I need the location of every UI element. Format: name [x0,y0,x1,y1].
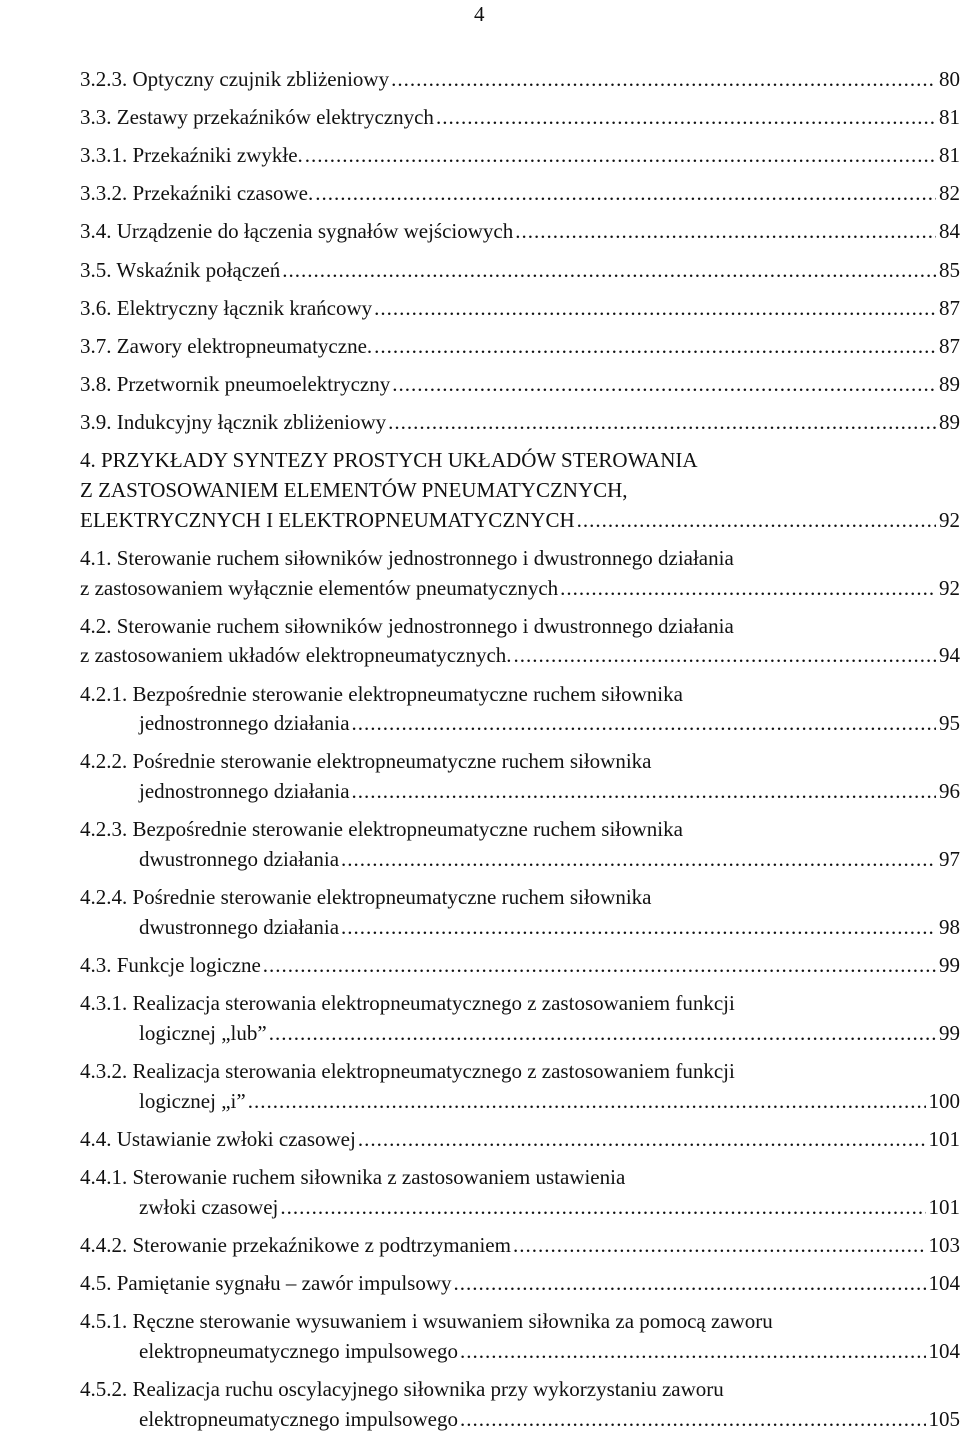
toc-entry-title: zwłoki czasowej [139,1194,278,1220]
toc-page-number: 80 [938,66,960,92]
toc-entry-title: 4.2. Sterowanie ruchem siłowników jednostronnego i dwustronnego działania [80,613,734,639]
toc-page-number: 89 [938,371,960,397]
toc-page-number: 84 [938,218,960,244]
toc-page-number: 104 [928,1270,960,1296]
toc-page-number: 89 [938,409,960,435]
toc-entry-title: logicznej „lub” [139,1020,267,1046]
toc-entry-title: z zastosowaniem wyłącznie elementów pneumatycznych [80,575,558,601]
toc-entry-title: 4.5.1. Ręczne sterowanie wysuwaniem i wsuwaniem siłownika za pomocą zaworu [80,1308,773,1334]
toc-entry-title: dwustronnego działania [139,914,339,940]
toc-page-number: 87 [938,333,960,359]
toc-entry-title: elektropneumatycznego impulsowego [139,1338,458,1364]
toc-page-number: 104 [928,1338,960,1364]
toc-entry-title: 4.2.4. Pośrednie sterowanie elektropneumatyczne ruchem siłownika [80,884,652,910]
dot-leader [515,218,936,244]
toc-page-number: 87 [938,295,960,321]
dot-leader [263,952,936,978]
dot-leader [514,642,936,668]
dot-leader [282,257,936,283]
toc-entry-title: z zastosowaniem układów elektropneumatycznych. [80,642,512,668]
toc-entry-title: 4. PRZYKŁADY SYNTEZY PROSTYCH UKŁADÓW STEROWANIA [80,447,698,473]
dot-leader [454,1270,926,1296]
toc-entry-title: 4.3. Funkcje logiczne [80,952,261,978]
toc-page-number: 92 [938,507,960,533]
toc-entry-title: 4.5.2. Realizacja ruchu oscylacyjnego siłownika przy wykorzystaniu zaworu [80,1376,724,1402]
toc-entry-title: 4.3.1. Realizacja sterowania elektropneumatycznego z zastosowaniem funkcji [80,990,735,1016]
toc-entry-title: 3.6. Elektryczny łącznik krańcowy [80,295,372,321]
dot-leader [560,575,936,601]
toc-page-number: 99 [938,952,960,978]
dot-leader [352,710,936,736]
toc-entry-title: 3.5. Wskaźnik połączeń [80,257,280,283]
toc-page-number: 95 [938,710,960,736]
toc-entry-title: 3.3.1. Przekaźniki zwykłe. [80,142,303,168]
toc-page-number: 81 [938,142,960,168]
dot-leader [374,295,936,321]
toc-page-number: 81 [938,104,960,130]
toc-entry-title: 3.8. Przetwornik pneumoelektryczny [80,371,390,397]
toc-page-number: 97 [938,846,960,872]
toc-entry-title: 3.3. Zestawy przekaźników elektrycznych [80,104,434,130]
toc-page-number: 94 [938,642,960,668]
toc-entry-title: jednostronnego działania [139,710,350,736]
dot-leader [341,914,936,940]
toc-entry-title: Z ZASTOSOWANIEM ELEMENTÓW PNEUMATYCZNYCH, [80,477,628,503]
toc-entry-title: 3.2.3. Optyczny czujnik zbliżeniowy [80,66,389,92]
dot-leader [577,507,936,533]
toc-entry-title: dwustronnego działania [139,846,339,872]
toc-page-number: 101 [928,1194,960,1220]
dot-leader [391,66,936,92]
toc-entry-title: elektropneumatycznego impulsowego [139,1406,458,1432]
dot-leader [315,180,936,206]
toc-entry-title: 4.2.1. Bezpośrednie sterowanie elektropneumatyczne ruchem siłownika [80,681,683,707]
toc-page-number: 85 [938,257,960,283]
dot-leader [280,1194,925,1220]
toc-entry-title: 4.4. Ustawianie zwłoki czasowej [80,1126,356,1152]
toc-page-number: 105 [928,1406,960,1432]
dot-leader [341,846,936,872]
dot-leader [352,778,936,804]
toc-page-number: 92 [938,575,960,601]
toc-entry-title: jednostronnego działania [139,778,350,804]
toc-page-number: 96 [938,778,960,804]
toc-entry-title: 3.3.2. Przekaźniki czasowe. [80,180,313,206]
toc-entry-title: 4.4.1. Sterowanie ruchem siłownika z zastosowaniem ustawienia [80,1164,625,1190]
toc-page-number: 99 [938,1020,960,1046]
dot-leader [248,1088,926,1114]
toc-page-number: 98 [938,914,960,940]
dot-leader [460,1406,926,1432]
toc-page-number: 82 [938,180,960,206]
dot-leader [305,142,936,168]
toc-page-number: 103 [928,1232,960,1258]
dot-leader [269,1020,936,1046]
dot-leader [374,333,936,359]
toc-page-number: 100 [928,1088,960,1114]
page-number: 4 [474,2,485,26]
dot-leader [388,409,936,435]
dot-leader [460,1338,926,1364]
toc-page-number: 101 [928,1126,960,1152]
toc-entry-title: 4.5. Pamiętanie sygnału – zawór impulsowy [80,1270,452,1296]
toc-entry-title: ELEKTRYCZNYCH I ELEKTROPNEUMATYCZNYCH [80,507,575,533]
toc-entry-title: logicznej „i” [139,1088,246,1114]
toc-entry-title: 3.9. Indukcyjny łącznik zbliżeniowy [80,409,386,435]
dot-leader [358,1126,926,1152]
toc-entry-title: 3.7. Zawory elektropneumatyczne. [80,333,372,359]
toc-entry-title: 4.2.2. Pośrednie sterowanie elektropneumatyczne ruchem siłownika [80,748,652,774]
toc-entry-title: 3.4. Urządzenie do łączenia sygnałów wejściowych [80,218,513,244]
toc-entry-title: 4.2.3. Bezpośrednie sterowanie elektropneumatyczne ruchem siłownika [80,816,683,842]
dot-leader [513,1232,926,1258]
dot-leader [392,371,936,397]
toc-entry-title: 4.1. Sterowanie ruchem siłowników jednostronnego i dwustronnego działania [80,545,734,571]
toc-entry-title: 4.4.2. Sterowanie przekaźnikowe z podtrzymaniem [80,1232,511,1258]
dot-leader [436,104,936,130]
toc-entry-title: 4.3.2. Realizacja sterowania elektropneumatycznego z zastosowaniem funkcji [80,1058,735,1084]
